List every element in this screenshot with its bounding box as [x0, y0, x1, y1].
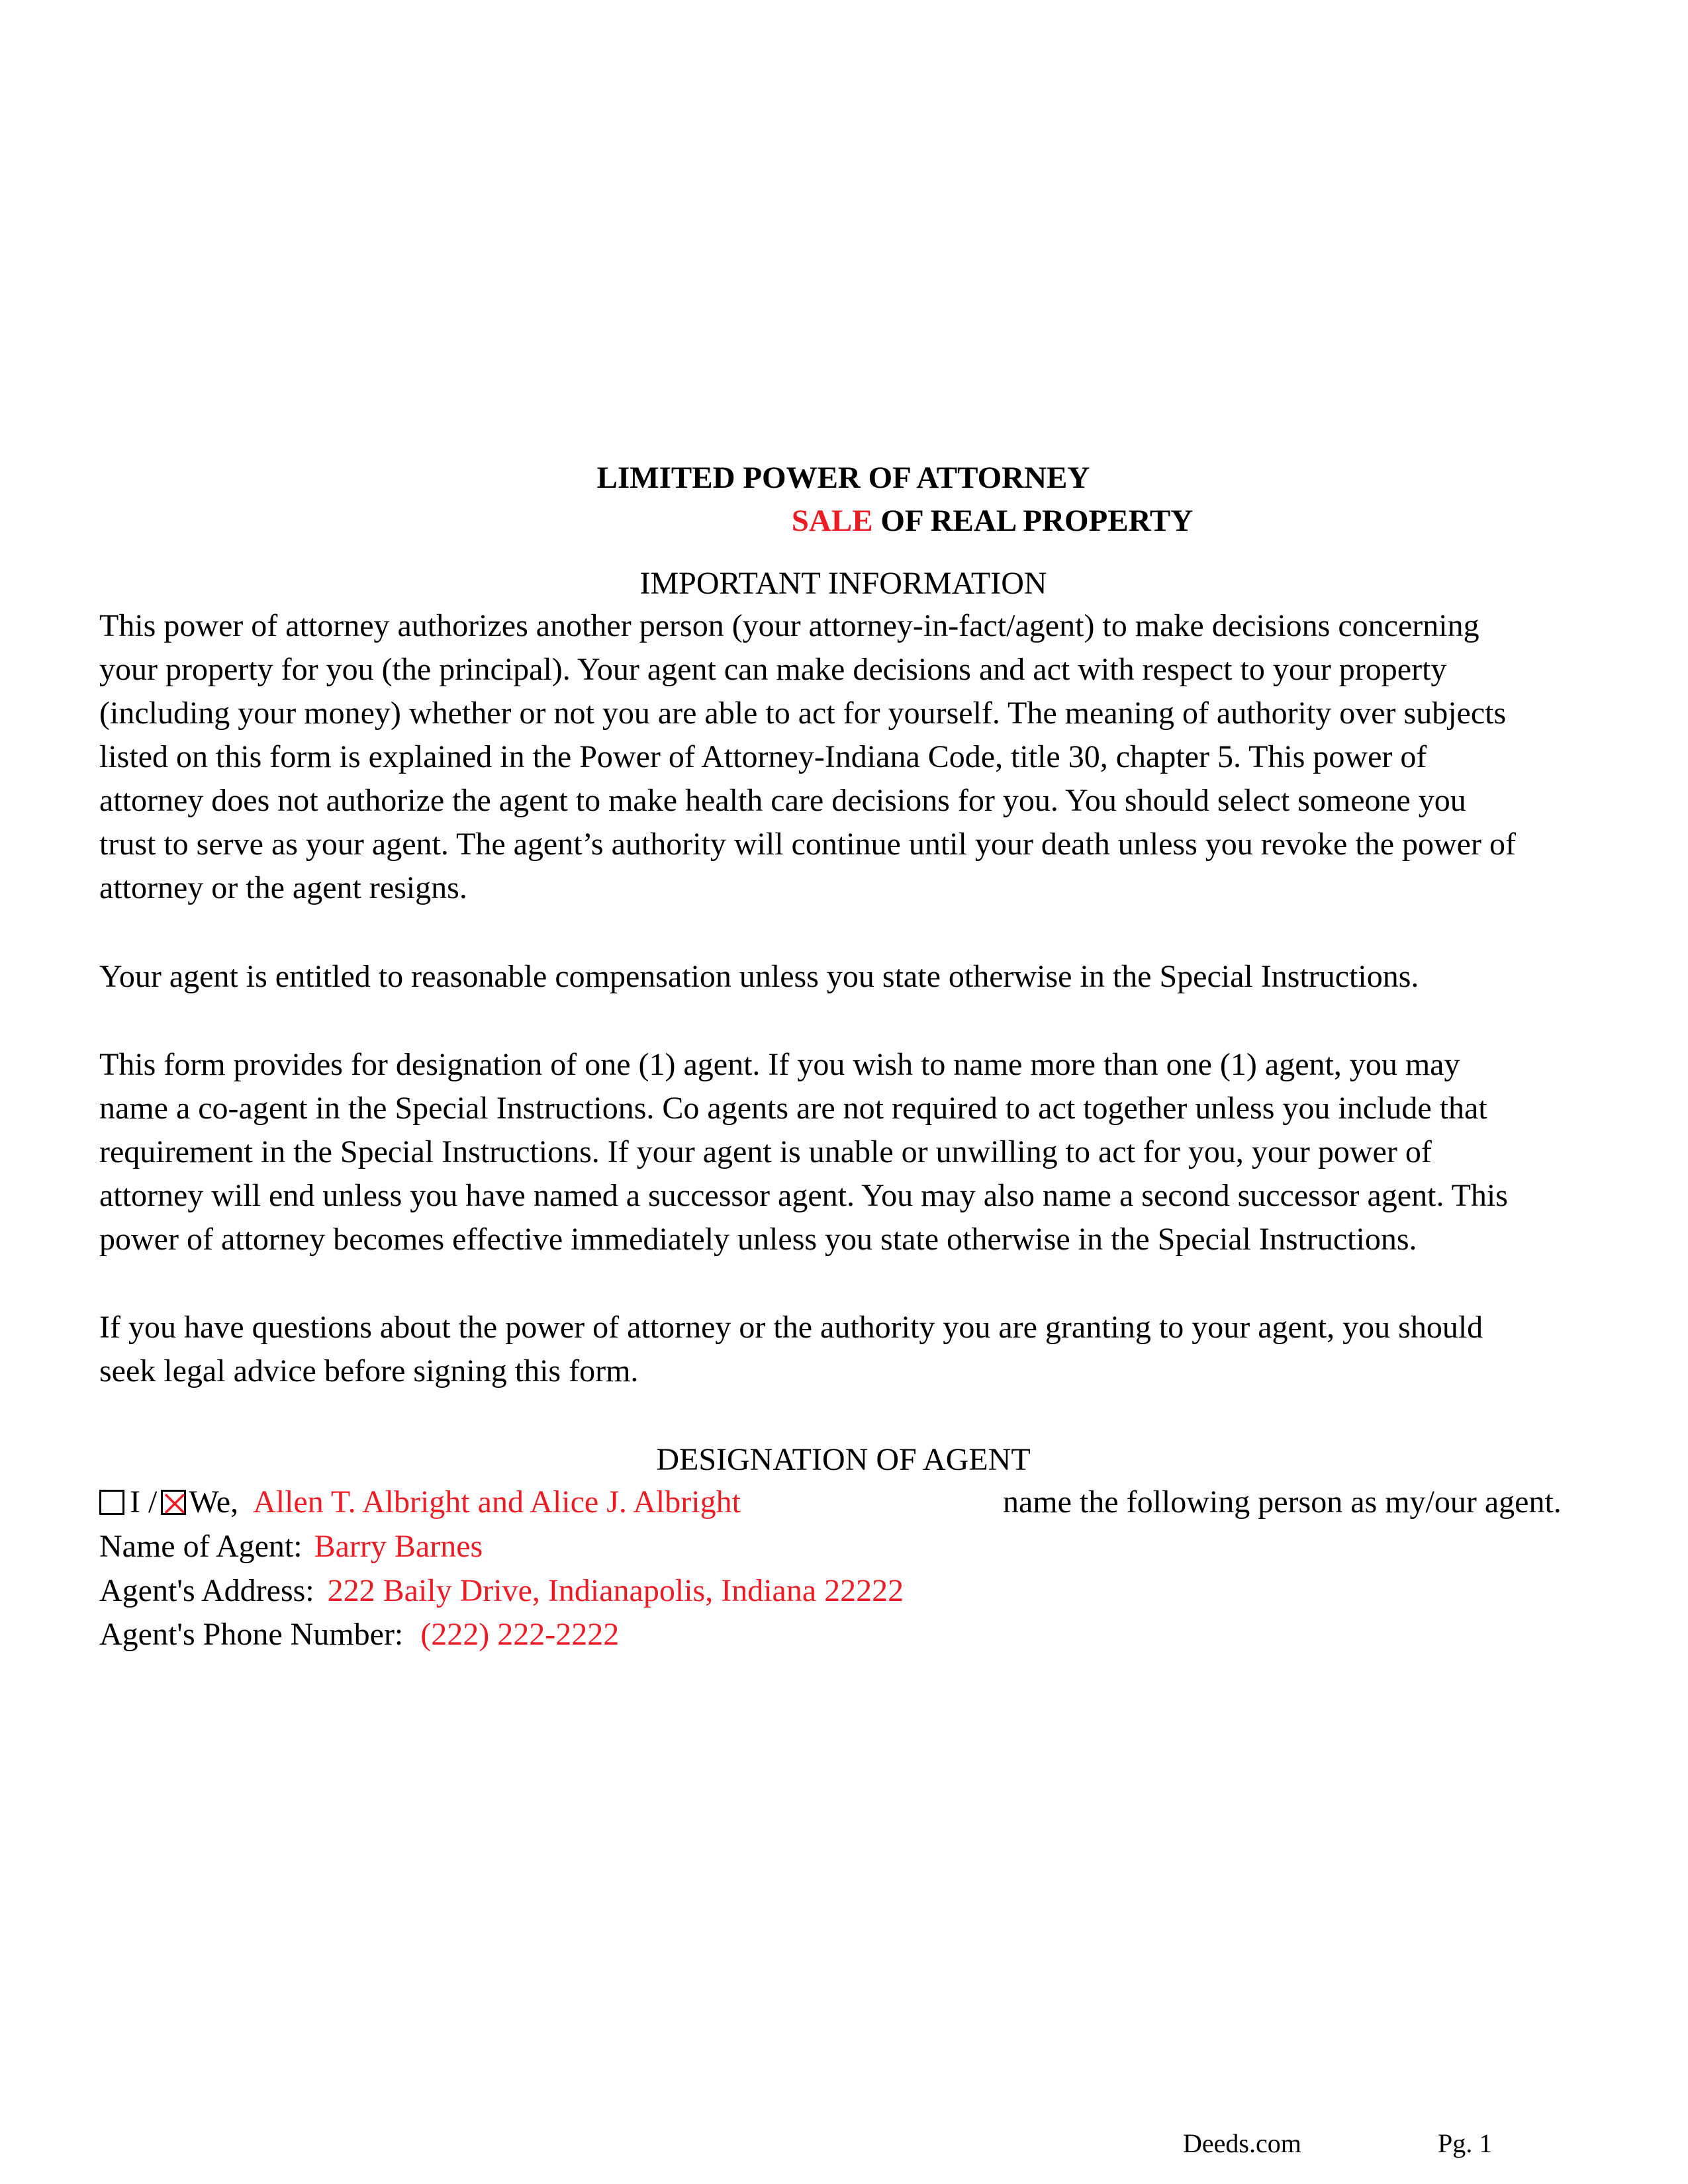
- agent-name-row: [99, 1527, 483, 1567]
- text-line: trust to serve as your agent. The agent’s authority will continue until your death unless you revoke the power of: [99, 827, 1516, 862]
- text-line: If you have questions about the power of attorney or the authority you are granting to your agent, you should: [99, 1310, 1483, 1345]
- important-info-paragraph-1: [99, 604, 1595, 910]
- text-line: Your agent is entitled to reasonable compensation unless you state otherwise in the Special Instructions.: [99, 959, 1419, 994]
- option-we-checkbox[interactable]: [161, 1490, 186, 1515]
- text-line: listed on this form is explained in the Power of Attorney-Indiana Code, title 30, chapter 5. This power of: [99, 739, 1427, 774]
- agent-name-value: Barry Barnes: [314, 1529, 483, 1564]
- text-line: attorney does not authorize the agent to make health care decisions for you. You should select someone you: [99, 783, 1466, 818]
- text-line: attorney will end unless you have named a successor agent. You may also name a second successor agent. This: [99, 1178, 1508, 1213]
- agent-name-label: Name of Agent:: [99, 1529, 303, 1564]
- agent-phone-row: [99, 1615, 619, 1655]
- document-subtitle: [0, 501, 1687, 541]
- name-following-text: name the following person as my/our agent.: [1003, 1484, 1562, 1520]
- important-info-paragraph-4: [99, 1306, 1595, 1393]
- designation-heading: DESIGNATION OF AGENT: [656, 1442, 1031, 1477]
- title-line2-rest: OF REAL PROPERTY: [880, 504, 1194, 538]
- important-info-paragraph-2: [99, 955, 1595, 999]
- agent-phone-value: (222) 222-2222: [420, 1617, 620, 1652]
- option-i-label: I /: [130, 1484, 158, 1520]
- document-title: [0, 458, 1687, 498]
- text-line: (including your money) whether or not you are able to act for yourself. The meaning of authority over subjects: [99, 696, 1507, 731]
- text-line: This form provides for designation of one (1) agent. If you wish to name more than one (1) agent, you may: [99, 1047, 1460, 1082]
- important-info-heading: IMPORTANT INFORMATION: [639, 566, 1047, 601]
- important-info-paragraph-3: [99, 1043, 1595, 1261]
- text-line: your property for you (the principal). Your agent can make decisions and act with respect to your property: [99, 652, 1447, 687]
- option-we-label: We,: [189, 1484, 239, 1520]
- agent-phone-label: Agent's Phone Number:: [99, 1617, 404, 1652]
- text-line: power of attorney becomes effective immediately unless you state otherwise in the Special Instructions.: [99, 1222, 1417, 1257]
- text-line: requirement in the Special Instructions. If your agent is unable or unwilling to act for you, your power of: [99, 1134, 1432, 1169]
- checked-x-icon: [163, 1492, 188, 1517]
- footer-page-number: Pg. 1: [1438, 2128, 1493, 2158]
- text-line: name a co-agent in the Special Instructions. Co agents are not required to act together unless you include that: [99, 1091, 1487, 1126]
- principal-row: [99, 1482, 741, 1522]
- option-i-checkbox[interactable]: [99, 1490, 124, 1515]
- text-line: attorney or the agent resigns.: [99, 870, 467, 905]
- agent-address-value: 222 Baily Drive, Indianapolis, Indiana 22222: [327, 1573, 904, 1608]
- footer-source: Deeds.com: [1183, 2128, 1301, 2158]
- title-line1: LIMITED POWER OF ATTORNEY: [596, 461, 1090, 495]
- text-line: seek legal advice before signing this form.: [99, 1353, 639, 1388]
- agent-address-row: [99, 1571, 904, 1611]
- agent-address-label: Agent's Address:: [99, 1573, 314, 1608]
- title-sale-highlight: SALE: [791, 504, 873, 538]
- principals-names: Allen T. Albright and Alice J. Albright: [253, 1484, 741, 1520]
- text-line: This power of attorney authorizes another person (your attorney-in-fact/agent) to make decisions concerning: [99, 608, 1479, 643]
